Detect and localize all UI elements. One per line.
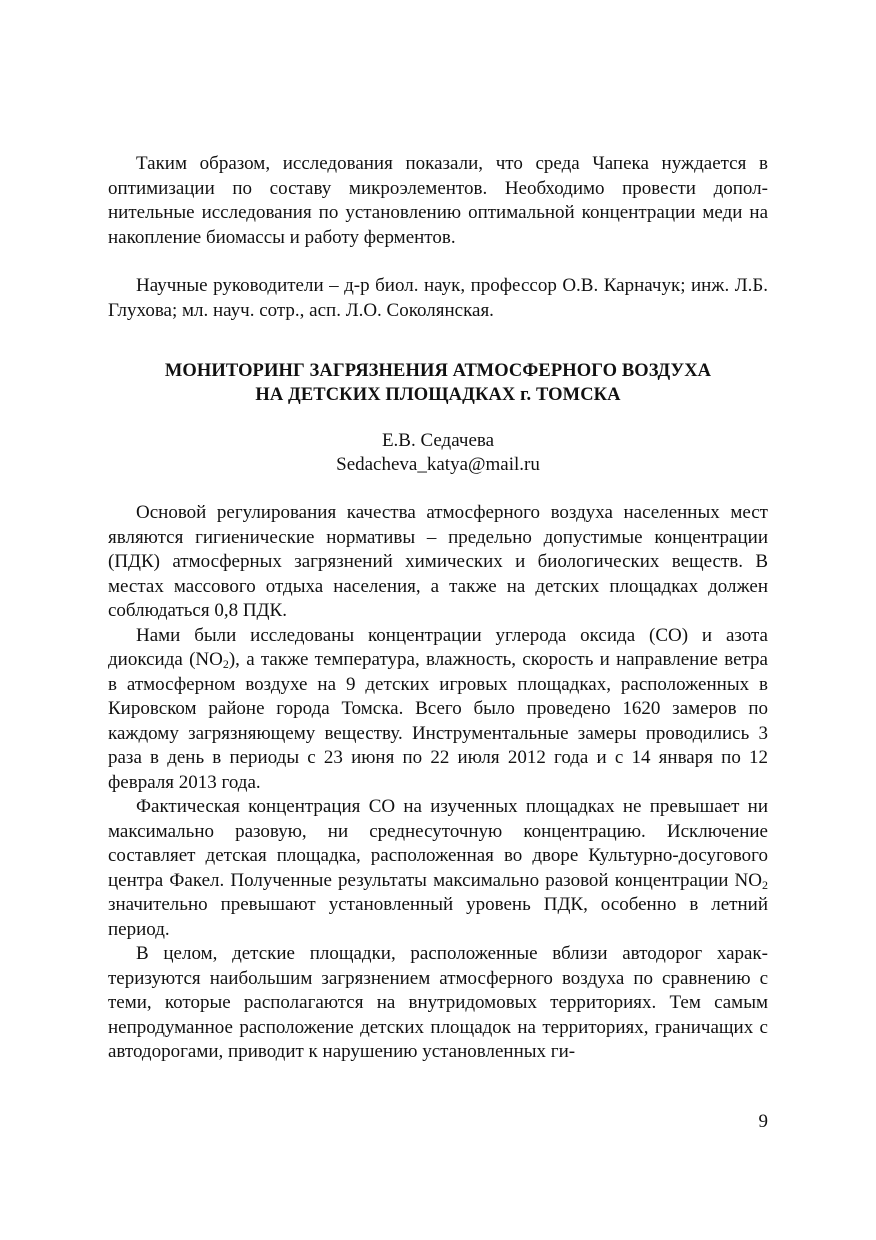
supervisors-paragraph: Научные руководители – д-р биол. наук, профессор О.В. Карначук; инж. Л.Б. Глухова; мл. науч. сотр., асп. Л.О. Соколянская. [108, 275, 768, 321]
article-paragraph-4: В целом, детские площадки, расположенные вблизи автодорог характеризуются наибольшим загрязнением атмосферного воздуха по сравнению с теми, которые располагаются на внутридомовых территориях. Тем самым непродуманное расположение детских площадок на территориях, граничащих с автодорогами, приводит к нарушению установленных ги- [108, 943, 768, 1062]
paragraph-3-subscript: 2 [762, 877, 768, 892]
article-title-line-1: МОНИТОРИНГ ЗАГРЯЗНЕНИЯ АТМОСФЕРНОГО ВОЗДУХА [164, 361, 712, 381]
paragraph-2-subscript: 2 [222, 657, 229, 671]
paragraph-3-text-b: значительно превышают установленный уровень ПДК, особенно в летний период. [108, 894, 768, 940]
author-email: Sedacheva_katya@mail.ru [336, 454, 540, 475]
conclusion-paragraph: Таким образом, исследования показали, что среда Чапека нуждается в оптимизации по составу микроэлементов. Необходимо провести дополнительные исследования по установлению оптимальной концентрации меди на накопление биомассы и работу ферментов. [108, 153, 768, 248]
article-paragraph-3 [108, 795, 768, 942]
paragraph-3-text-a: Фактическая концентрация СО на изученных площадках не превышает ни максимально разовую, ни среднесуточную концентрацию. Исключение составляет детская площадка, расположенная во дворе Культурно-досугового центра Факел. Полученные результаты максимально разовой концентрации NO [108, 796, 768, 891]
article-title-line-2: НА ДЕТСКИХ ПЛОЩАДКАХ г. ТОМСКА [255, 385, 621, 405]
page-content [108, 152, 768, 1065]
paragraph-2-text-b: ), а также температура, влажность, скорость и направление ветра в атмосферном воздухе на 9 детских игровых площадках, расположенных в Кировском районе города Томска. Всего было проведено 1620 замеров по каждому загрязняющему веществу. Инструментальные замеры проводились 3 раза в день в периоды с 23 июня по 22 июля 2012 года и с 14 января по 12 февраля 2013 года. [108, 649, 768, 793]
article-title [108, 359, 768, 407]
article-paragraph-1: Основой регулирования качества атмосферного воздуха населенных мест являются гигиенические нормативы – предельно допустимые концентрации (ПДК) атмосферных загрязнений химических и биологических веществ. В местах массового отдыха населения, а также на детских площадках должен соблюдаться 0,8 ПДК. [108, 502, 768, 621]
author-name: Е.В. Седачева [381, 430, 495, 451]
article-paragraph-2 [108, 624, 768, 796]
paragraph-2-text-a: Нами были исследованы концентрации углерода оксида (СО) и азота диоксида (NO [108, 624, 768, 670]
page-number: 9 [758, 1111, 768, 1132]
